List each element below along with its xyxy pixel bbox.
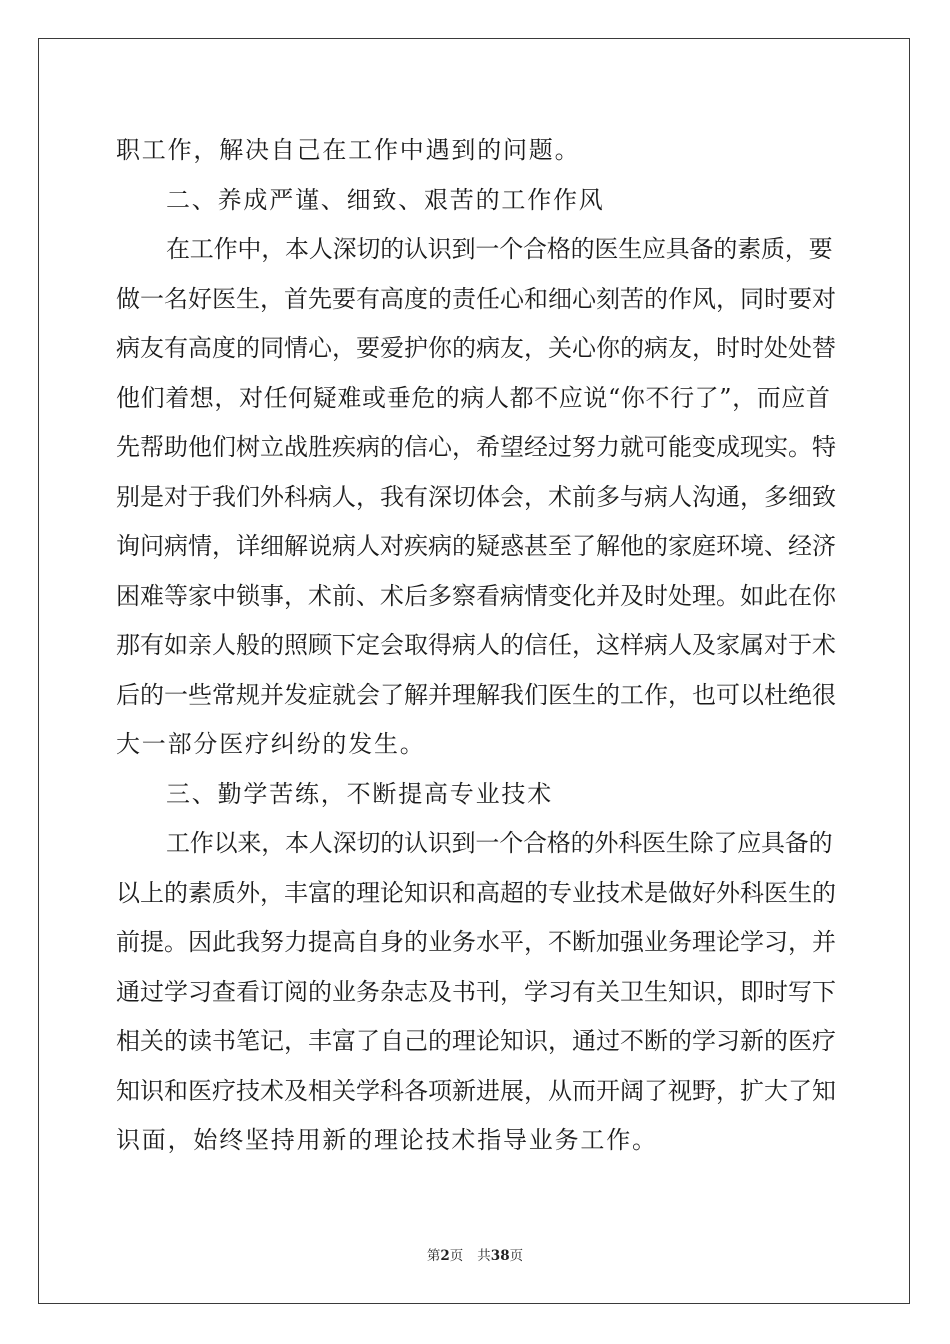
text-line: 他们着想，对任何疑难或垂危的病人都不应说“你不行了”，而应首: [116, 383, 831, 412]
text-line: 询问病情，详细解说病人对疾病的疑惑甚至了解他的家庭环境、经济: [116, 532, 836, 560]
text-line: 后的一些常规并发症就会了解并理解我们医生的工作，也可以杜绝很: [116, 680, 836, 709]
text-line: 先帮助他们树立战胜疾病的信心，希望经过努力就可能变成现实。特: [116, 433, 836, 461]
page-prefix: 第: [426, 1248, 441, 1264]
document-body: [116, 126, 836, 1166]
text-line: 困难等家中锁事，术前、术后多察看病情变化并及时处理。如此在你: [116, 581, 836, 610]
text-line: 大一部分医疗纠纷的发生。: [116, 730, 426, 758]
total-suffix: 页: [509, 1248, 524, 1264]
text-line: 做一名好医生，首先要有高度的责任心和细心刻苦的作风，同时要对: [116, 284, 836, 313]
section-heading: 三、勤学苦练，不断提高专业技术: [166, 779, 553, 808]
page-footer: [0, 1246, 950, 1266]
text-line: 那有如亲人般的照顾下定会取得病人的信任，这样病人及家属对于术: [116, 631, 836, 659]
text-line: 通过学习查看订阅的业务杂志及书刊，学习有关卫生知识，即时写下: [116, 977, 836, 1006]
total-pages: 38: [490, 1248, 510, 1264]
text-line: 工作以来，本人深切的认识到一个合格的外科医生除了应具备的: [166, 829, 833, 857]
text-line: 职工作，解决自己在工作中遇到的问题。: [116, 136, 581, 164]
text-line: 识面，始终坚持用新的理论技术指导业务工作。: [116, 1126, 658, 1154]
section-heading: 二、养成严谨、细致、艰苦的工作作风: [166, 185, 605, 214]
page-number: 2: [440, 1248, 450, 1264]
text-line: 别是对于我们外科病人，我有深切体会，术前多与病人沟通，多细致: [116, 482, 836, 511]
text-line: 知识和医疗技术及相关学科各项新进展，从而开阔了视野，扩大了知: [116, 1076, 836, 1105]
total-prefix: 共: [477, 1248, 491, 1264]
text-line: 前提。因此我努力提高自身的业务水平，不断加强业务理论学习，并: [116, 928, 836, 956]
text-line: 以上的素质外，丰富的理论知识和高超的专业技术是做好外科医生的: [116, 878, 836, 907]
text-line: 在工作中，本人深切的认识到一个合格的医生应具备的素质，要: [166, 235, 833, 263]
page-suffix: 页: [449, 1248, 464, 1264]
text-line: 病友有高度的同情心，要爱护你的病友，关心你的病友，时时处处替: [116, 334, 836, 362]
text-line: 相关的读书笔记，丰富了自己的理论知识，通过不断的学习新的医疗: [116, 1027, 836, 1055]
